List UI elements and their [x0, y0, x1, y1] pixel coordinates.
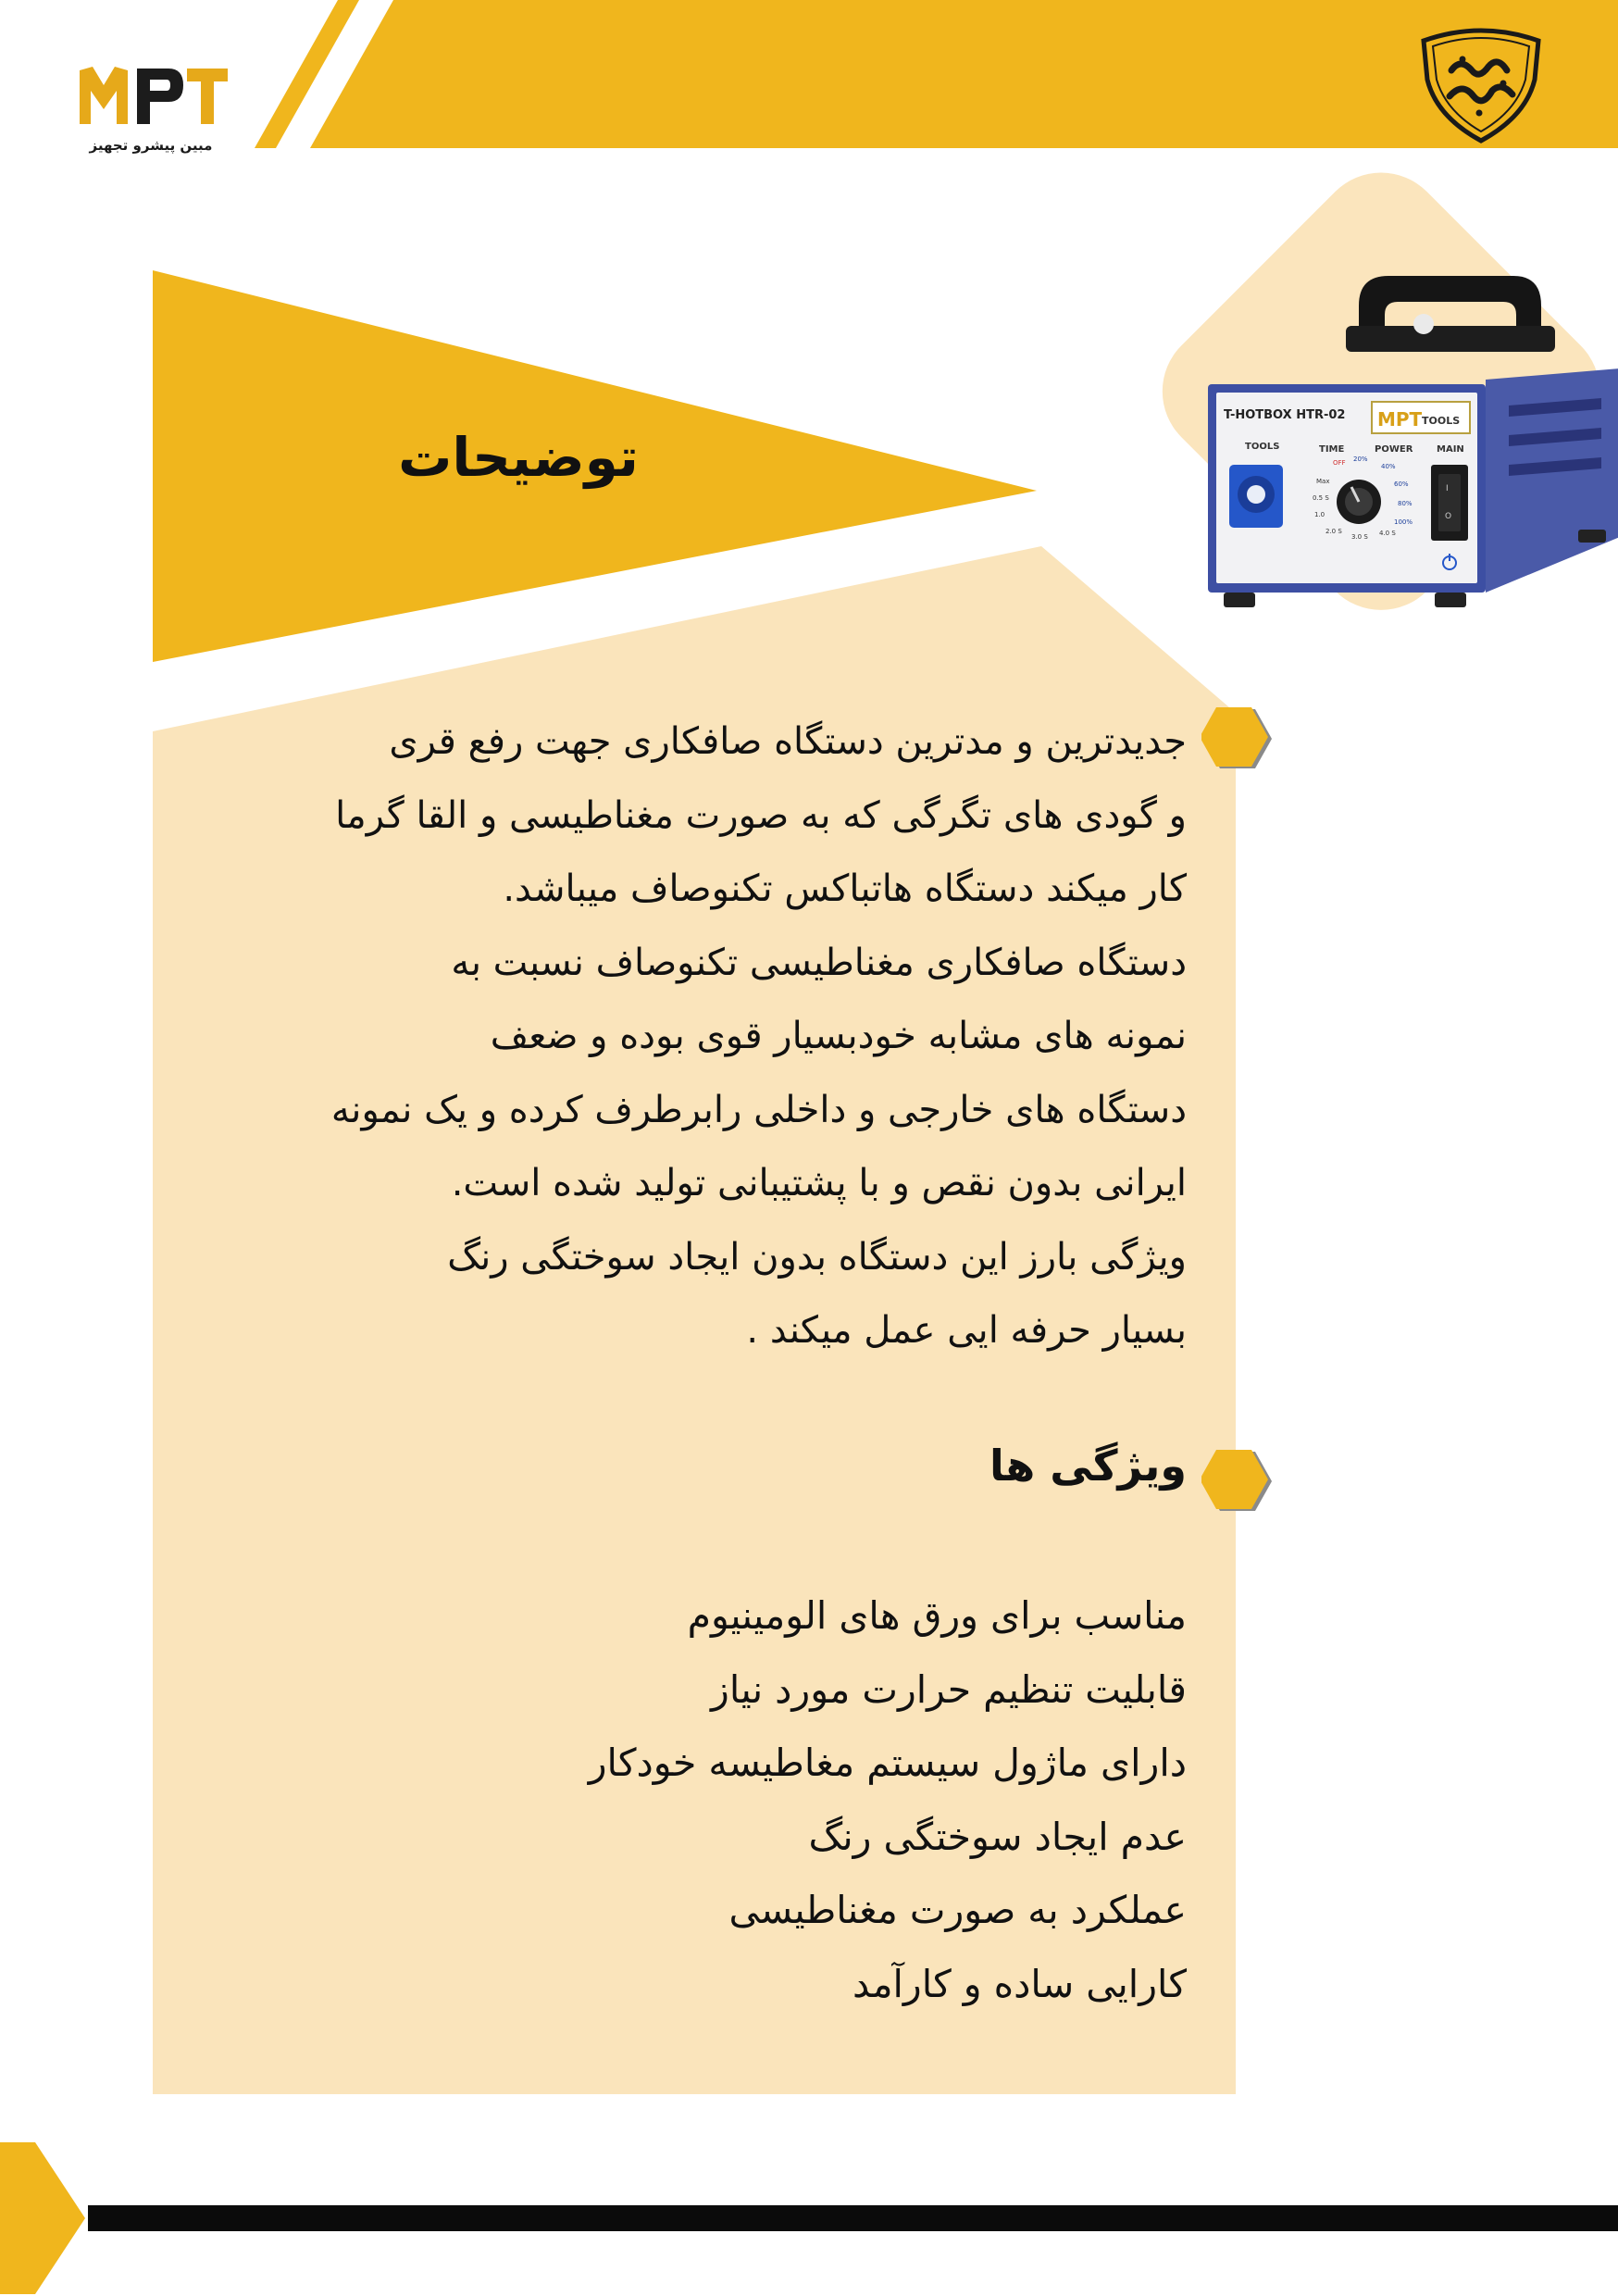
- dial-mark-40: 40%: [1381, 463, 1396, 470]
- description-line: دستگاه های خارجی و داخلی رابرطرف کرده و یک نمونه: [330, 1088, 1187, 1131]
- dial-mark-20s: 2.0 S: [1326, 528, 1342, 535]
- label-power: POWER: [1375, 444, 1413, 455]
- feature-item: عملکرد به صورت مغناطیسی: [728, 1888, 1187, 1932]
- footer-tab: [0, 2139, 88, 2296]
- dial-mark-max: Max: [1316, 478, 1330, 485]
- dial-mark-100: 100%: [1394, 518, 1413, 526]
- badge-letters: MPT: [1377, 408, 1423, 430]
- dial-mark-20: 20%: [1353, 455, 1368, 463]
- model-label: T-HOTBOX HTR-02: [1224, 408, 1346, 422]
- features-bullet-icon: [1201, 1446, 1276, 1516]
- description-line: ایرانی بدون نقص و با پشتیبانی تولید شده است.: [451, 1162, 1187, 1204]
- description-line: دستگاه صافکاری مغناطیسی تکنوصاف نسبت به: [451, 941, 1187, 984]
- feature-item: قابلیت تنظیم حرارت مورد نیاز: [711, 1666, 1187, 1712]
- description-line: جدیدترین و مدترین دستگاه صافکاری جهت رفع قری: [389, 720, 1187, 763]
- feature-item: مناسب برای ورق های الومینیوم: [687, 1593, 1187, 1638]
- description-bullet-icon: [1201, 704, 1276, 774]
- footer-bar: [88, 2205, 1618, 2231]
- handle: [1359, 276, 1541, 333]
- dial-mark-80: 80%: [1398, 500, 1413, 507]
- label-tools: TOOLS: [1245, 442, 1280, 452]
- dial-mark-40s: 4.0 S: [1379, 530, 1396, 537]
- logo-caption: مبین پیشرو تجهیز: [89, 137, 213, 154]
- label-time: TIME: [1319, 444, 1345, 455]
- handle-hole: [1413, 314, 1434, 334]
- description-line: بسیار حرفه ایی عمل میکند .: [746, 1309, 1187, 1352]
- description-body: [213, 705, 1187, 1368]
- product-image: [1120, 167, 1618, 833]
- dial-mark-30s: 3.0 S: [1351, 533, 1368, 541]
- label-main: MAIN: [1437, 444, 1464, 455]
- badge-word: TOOLS: [1422, 415, 1461, 427]
- dial-mark-off: OFF: [1333, 459, 1346, 467]
- description-line: و گودی های تگرگی که به صورت مغناطیسی و القا گرما: [335, 793, 1187, 837]
- features-title: ویژگی ها: [989, 1441, 1187, 1491]
- switch-off-label: O: [1445, 512, 1452, 521]
- feature-item: کارایی ساده و کارآمد: [853, 1961, 1187, 2006]
- description-line: نمونه های مشابه خودبسیار قوی بوده و ضعف: [490, 1015, 1187, 1057]
- switch-on-label: I: [1446, 484, 1449, 493]
- description-line: ویژگی بارز این دستگاه بدون ایجاد سوختگی رنگ: [447, 1235, 1187, 1279]
- dial-mark-60: 60%: [1394, 480, 1409, 488]
- dial-mark-10: 1.0: [1314, 511, 1326, 518]
- feature-item: دارای ماژول سیستم مغاطیسه خودکار: [588, 1741, 1187, 1785]
- features-list: [278, 1579, 1187, 2021]
- dial-mark-05: 0.5 S: [1313, 494, 1329, 502]
- description-line: کار میکند دستگاه هاتباکس تکنوصاف میباشد.: [503, 867, 1187, 910]
- feature-item: عدم ایجاد سوختگی رنگ: [808, 1814, 1187, 1859]
- description-title: توضیحات: [398, 426, 639, 489]
